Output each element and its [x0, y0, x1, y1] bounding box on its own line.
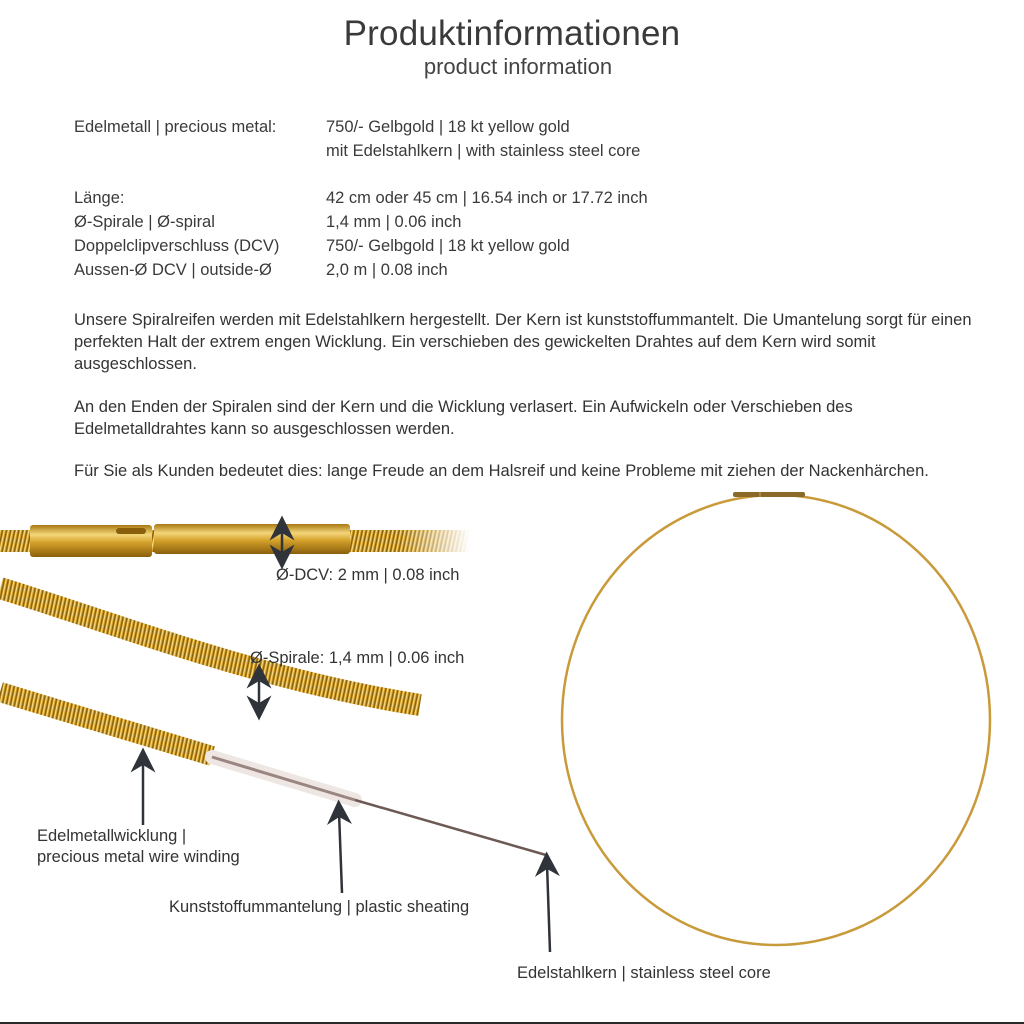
dcv-diameter-label: Ø-DCV: 2 mm | 0.08 inch: [276, 566, 460, 584]
sheathing-label: Kunststoffummantelung | plastic sheating: [169, 898, 470, 916]
spiral-diameter-label: Ø-Spirale: 1,4 mm | 0.06 inch: [250, 649, 465, 667]
spec-value-length: 42 cm oder 45 cm | 16.54 inch or 17.72 inch: [326, 189, 648, 207]
spec-value-clasp: 750/- Gelbgold | 18 kt yellow gold: [326, 237, 570, 255]
page-subtitle: product information: [423, 54, 613, 79]
spec-value-metal: 750/- Gelbgold | 18 kt yellow gold: [326, 118, 570, 136]
winding-label-line1: Edelmetallwicklung |: [37, 827, 187, 845]
spec-value-outside: 2,0 m | 0.08 inch: [326, 261, 448, 279]
core-label: Edelstahlkern | stainless steel core: [517, 964, 771, 982]
clasp-detail-image: [0, 524, 470, 557]
paragraph-ends: An den Enden der Spiralen sind der Kern und die Wicklung verlasert. Ein Aufwickeln oder Verschieben des Edelmetalldrahtes kann so ausgeschlossen werden.: [74, 398, 853, 438]
spec-value-spiral: 1,4 mm | 0.06 inch: [326, 213, 462, 231]
page-title: Produktinformationen: [343, 14, 681, 53]
core-arrow-icon: [547, 864, 550, 952]
collar-image: [562, 492, 990, 945]
spec-value-core: mit Edelstahlkern | with stainless steel core: [326, 142, 641, 160]
spec-label-length: Länge:: [74, 189, 125, 207]
spec-label-outside: Aussen-Ø DCV | outside-Ø: [74, 261, 272, 279]
paragraph-benefit: Für Sie als Kunden bedeutet dies: lange Freude an dem Halsreif und keine Probleme mit ziehen der Nackenhärchen.: [74, 462, 929, 480]
spec-label-clasp: Doppelclipverschluss (DCV): [74, 237, 280, 255]
spec-label-spiral: Ø-Spirale | Ø-spiral: [74, 213, 215, 231]
winding-label-line2: precious metal wire winding: [37, 848, 240, 866]
paragraph-construction: Unsere Spiralreifen werden mit Edelstahlkern hergestellt. Der Kern ist kunststoffummantelt. Die Umantelung sorgt für einen perfekten Halt der extrem engen Wicklung. Ein verschieben des gewickelten Drahtes auf dem Kern wird somit ausgeschlossen.: [74, 311, 972, 373]
spec-label-metal: Edelmetall | precious metal:: [74, 118, 277, 136]
sheathing-arrow-icon: [339, 812, 342, 893]
